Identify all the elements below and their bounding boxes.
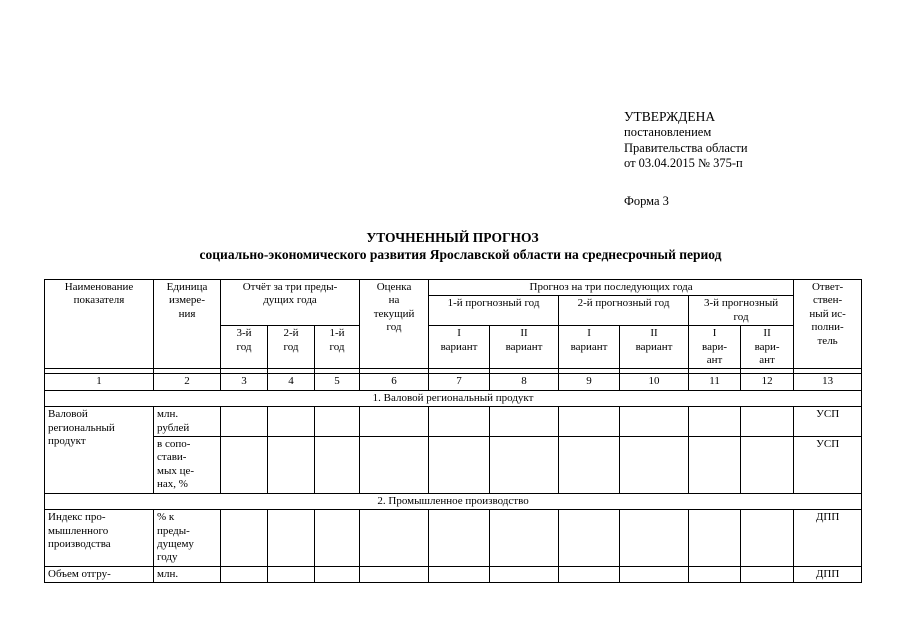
section-row <box>45 493 862 509</box>
value-cell <box>429 437 490 494</box>
column-number: 12 <box>741 374 794 390</box>
value-cell <box>315 510 360 567</box>
column-number: 8 <box>490 374 559 390</box>
column-number: 10 <box>620 374 689 390</box>
value-cell <box>620 566 689 582</box>
value-cell <box>741 566 794 582</box>
header-text: год <box>329 340 345 353</box>
column-number: 7 <box>429 374 490 390</box>
header-year1: 1-й прогнозный год <box>429 296 559 326</box>
value-cell <box>268 510 315 567</box>
header-text: II <box>520 327 528 340</box>
header-report-year <box>268 326 315 369</box>
value-cell <box>559 510 620 567</box>
header-text: I <box>587 327 591 340</box>
column-number: 2 <box>154 374 221 390</box>
header-report-year <box>221 326 268 369</box>
value-cell <box>429 566 490 582</box>
value-cell <box>689 437 741 494</box>
cell-text: дущему <box>157 537 194 550</box>
value-cell <box>268 437 315 494</box>
indicator-unit <box>154 566 221 582</box>
header-text: текущий <box>373 307 415 320</box>
value-cell <box>490 510 559 567</box>
cell-text: стави- <box>157 451 187 464</box>
table-row <box>45 407 862 437</box>
column-numbers-row <box>45 374 862 390</box>
header-text: Оценка <box>376 281 412 293</box>
value-cell <box>360 407 429 437</box>
value-cell <box>360 566 429 582</box>
header-text: 3-й <box>236 327 252 340</box>
header-unit <box>154 280 221 369</box>
table-row <box>45 437 862 494</box>
value-cell <box>221 407 268 437</box>
value-cell <box>490 437 559 494</box>
header-forecast: Прогноз на три последующих года <box>429 280 794 296</box>
document-subtitle: социально-экономического развития Ярославской области на среднесрочный период <box>199 247 722 262</box>
header-text: на <box>388 294 400 307</box>
approval-line: Правительства области <box>624 140 748 155</box>
column-number: 3 <box>221 374 268 390</box>
header-text: полни- <box>811 321 844 334</box>
value-cell <box>620 407 689 437</box>
header-responsible <box>794 280 862 369</box>
value-cell <box>429 510 490 567</box>
header-variant <box>741 326 794 369</box>
header-text: 1-й <box>329 327 345 340</box>
indicator-name <box>45 510 154 567</box>
header-text: вариант <box>505 340 543 353</box>
cell-text: % к <box>157 511 175 524</box>
header-text: Единица <box>166 281 208 293</box>
header-text: вариант <box>635 340 673 353</box>
value-cell <box>490 566 559 582</box>
cell-text: рублей <box>157 421 190 434</box>
indicator-unit <box>154 510 221 567</box>
column-number: 13 <box>794 374 862 390</box>
value-cell <box>221 437 268 494</box>
header-text: ствен- <box>812 294 843 307</box>
approval-line: постановлением <box>624 125 712 139</box>
section-title: 1. Валовой региональный продукт <box>45 390 862 406</box>
column-number: 4 <box>268 374 315 390</box>
value-cell <box>559 437 620 494</box>
cell-text: Валовой <box>48 408 88 421</box>
header-text: показателя <box>73 294 125 307</box>
cell-text: млн. <box>157 408 179 421</box>
value-cell <box>490 407 559 437</box>
header-text: ния <box>178 307 196 320</box>
value-cell <box>741 407 794 437</box>
cell-text: мышленного <box>48 524 109 537</box>
indicator-name <box>45 566 154 582</box>
value-cell <box>741 510 794 567</box>
value-cell <box>559 407 620 437</box>
approval-heading: УТВЕРЖДЕНА <box>624 109 716 124</box>
header-variant <box>429 326 490 369</box>
cell-text: региональный <box>48 421 115 434</box>
header-variant <box>490 326 559 369</box>
header-text: тель <box>817 334 838 347</box>
value-cell <box>689 510 741 567</box>
value-cell <box>429 407 490 437</box>
header-text: II <box>763 327 771 340</box>
indicator-name <box>45 407 154 493</box>
header-text: Ответ- <box>811 281 844 293</box>
header-estimate <box>360 280 429 369</box>
cell-text: Объем отгру- <box>48 567 111 580</box>
cell-text: производства <box>48 537 111 550</box>
indicator-unit <box>154 437 221 494</box>
cell-text: продукт <box>48 435 86 448</box>
header-text: ный ис- <box>809 307 846 320</box>
value-cell <box>741 437 794 494</box>
approval-line: от 03.04.2015 № 375-п <box>624 156 743 170</box>
column-number: 6 <box>360 374 429 390</box>
value-cell <box>620 510 689 567</box>
value-cell <box>315 407 360 437</box>
header-report <box>221 280 360 326</box>
header-variant <box>559 326 620 369</box>
header-text: ант <box>759 354 775 367</box>
responsible-cell: ДПП <box>794 566 862 582</box>
header-text: ант <box>706 354 723 367</box>
header-text: год <box>236 340 252 353</box>
value-cell <box>268 566 315 582</box>
header-text: 3-й прогнозный <box>704 297 779 310</box>
header-text: измере- <box>169 294 205 307</box>
table-row <box>45 510 862 567</box>
column-number: 9 <box>559 374 620 390</box>
header-variant <box>689 326 741 369</box>
column-number: 11 <box>689 374 741 390</box>
header-text: Отчёт за три преды- <box>242 281 338 293</box>
header-year3 <box>689 296 794 326</box>
document-title: УТОЧНЕННЫЙ ПРОГНОЗ <box>366 230 539 245</box>
approval-stamp <box>624 108 748 209</box>
value-cell <box>221 510 268 567</box>
value-cell <box>559 566 620 582</box>
header-text: вариант <box>570 340 608 353</box>
header-text: вари- <box>754 340 780 353</box>
column-number: 5 <box>315 374 360 390</box>
value-cell <box>689 566 741 582</box>
header-text: дущих года <box>263 294 317 307</box>
header-text: год <box>733 310 749 323</box>
header-text: год <box>283 340 299 353</box>
column-number: 1 <box>45 374 154 390</box>
header-row <box>45 280 862 296</box>
responsible-cell: УСП <box>794 407 862 437</box>
cell-text: Индекс про- <box>48 511 106 524</box>
header-text: вариант <box>440 340 478 353</box>
value-cell <box>315 437 360 494</box>
cell-text: году <box>157 551 178 564</box>
header-text: II <box>650 327 658 340</box>
table-row <box>45 566 862 582</box>
header-text: 2-й <box>283 327 299 340</box>
cell-text: преды- <box>157 524 190 537</box>
cell-text: мых це- <box>157 464 195 477</box>
header-report-year <box>315 326 360 369</box>
header-text: Наименование <box>64 281 134 293</box>
cell-text: в сопо- <box>157 438 191 451</box>
value-cell <box>315 566 360 582</box>
form-number: Форма 3 <box>624 193 669 208</box>
value-cell <box>360 437 429 494</box>
header-variant <box>620 326 689 369</box>
value-cell <box>360 510 429 567</box>
value-cell <box>620 437 689 494</box>
header-text: вари- <box>702 340 728 353</box>
responsible-cell: ДПП <box>794 510 862 567</box>
responsible-cell: УСП <box>794 437 862 494</box>
value-cell <box>221 566 268 582</box>
value-cell <box>268 407 315 437</box>
cell-text: нах, % <box>157 478 188 491</box>
section-title: 2. Промышленное производство <box>45 493 862 509</box>
indicator-unit <box>154 407 221 437</box>
header-text: I <box>457 327 461 340</box>
value-cell <box>689 407 741 437</box>
header-text: I <box>712 327 717 340</box>
header-text: год <box>386 321 402 334</box>
header-indicator-name <box>45 280 154 369</box>
cell-text: млн. <box>157 567 179 580</box>
header-year2: 2-й прогнозный год <box>559 296 689 326</box>
section-row <box>45 390 862 406</box>
forecast-table <box>44 279 862 583</box>
